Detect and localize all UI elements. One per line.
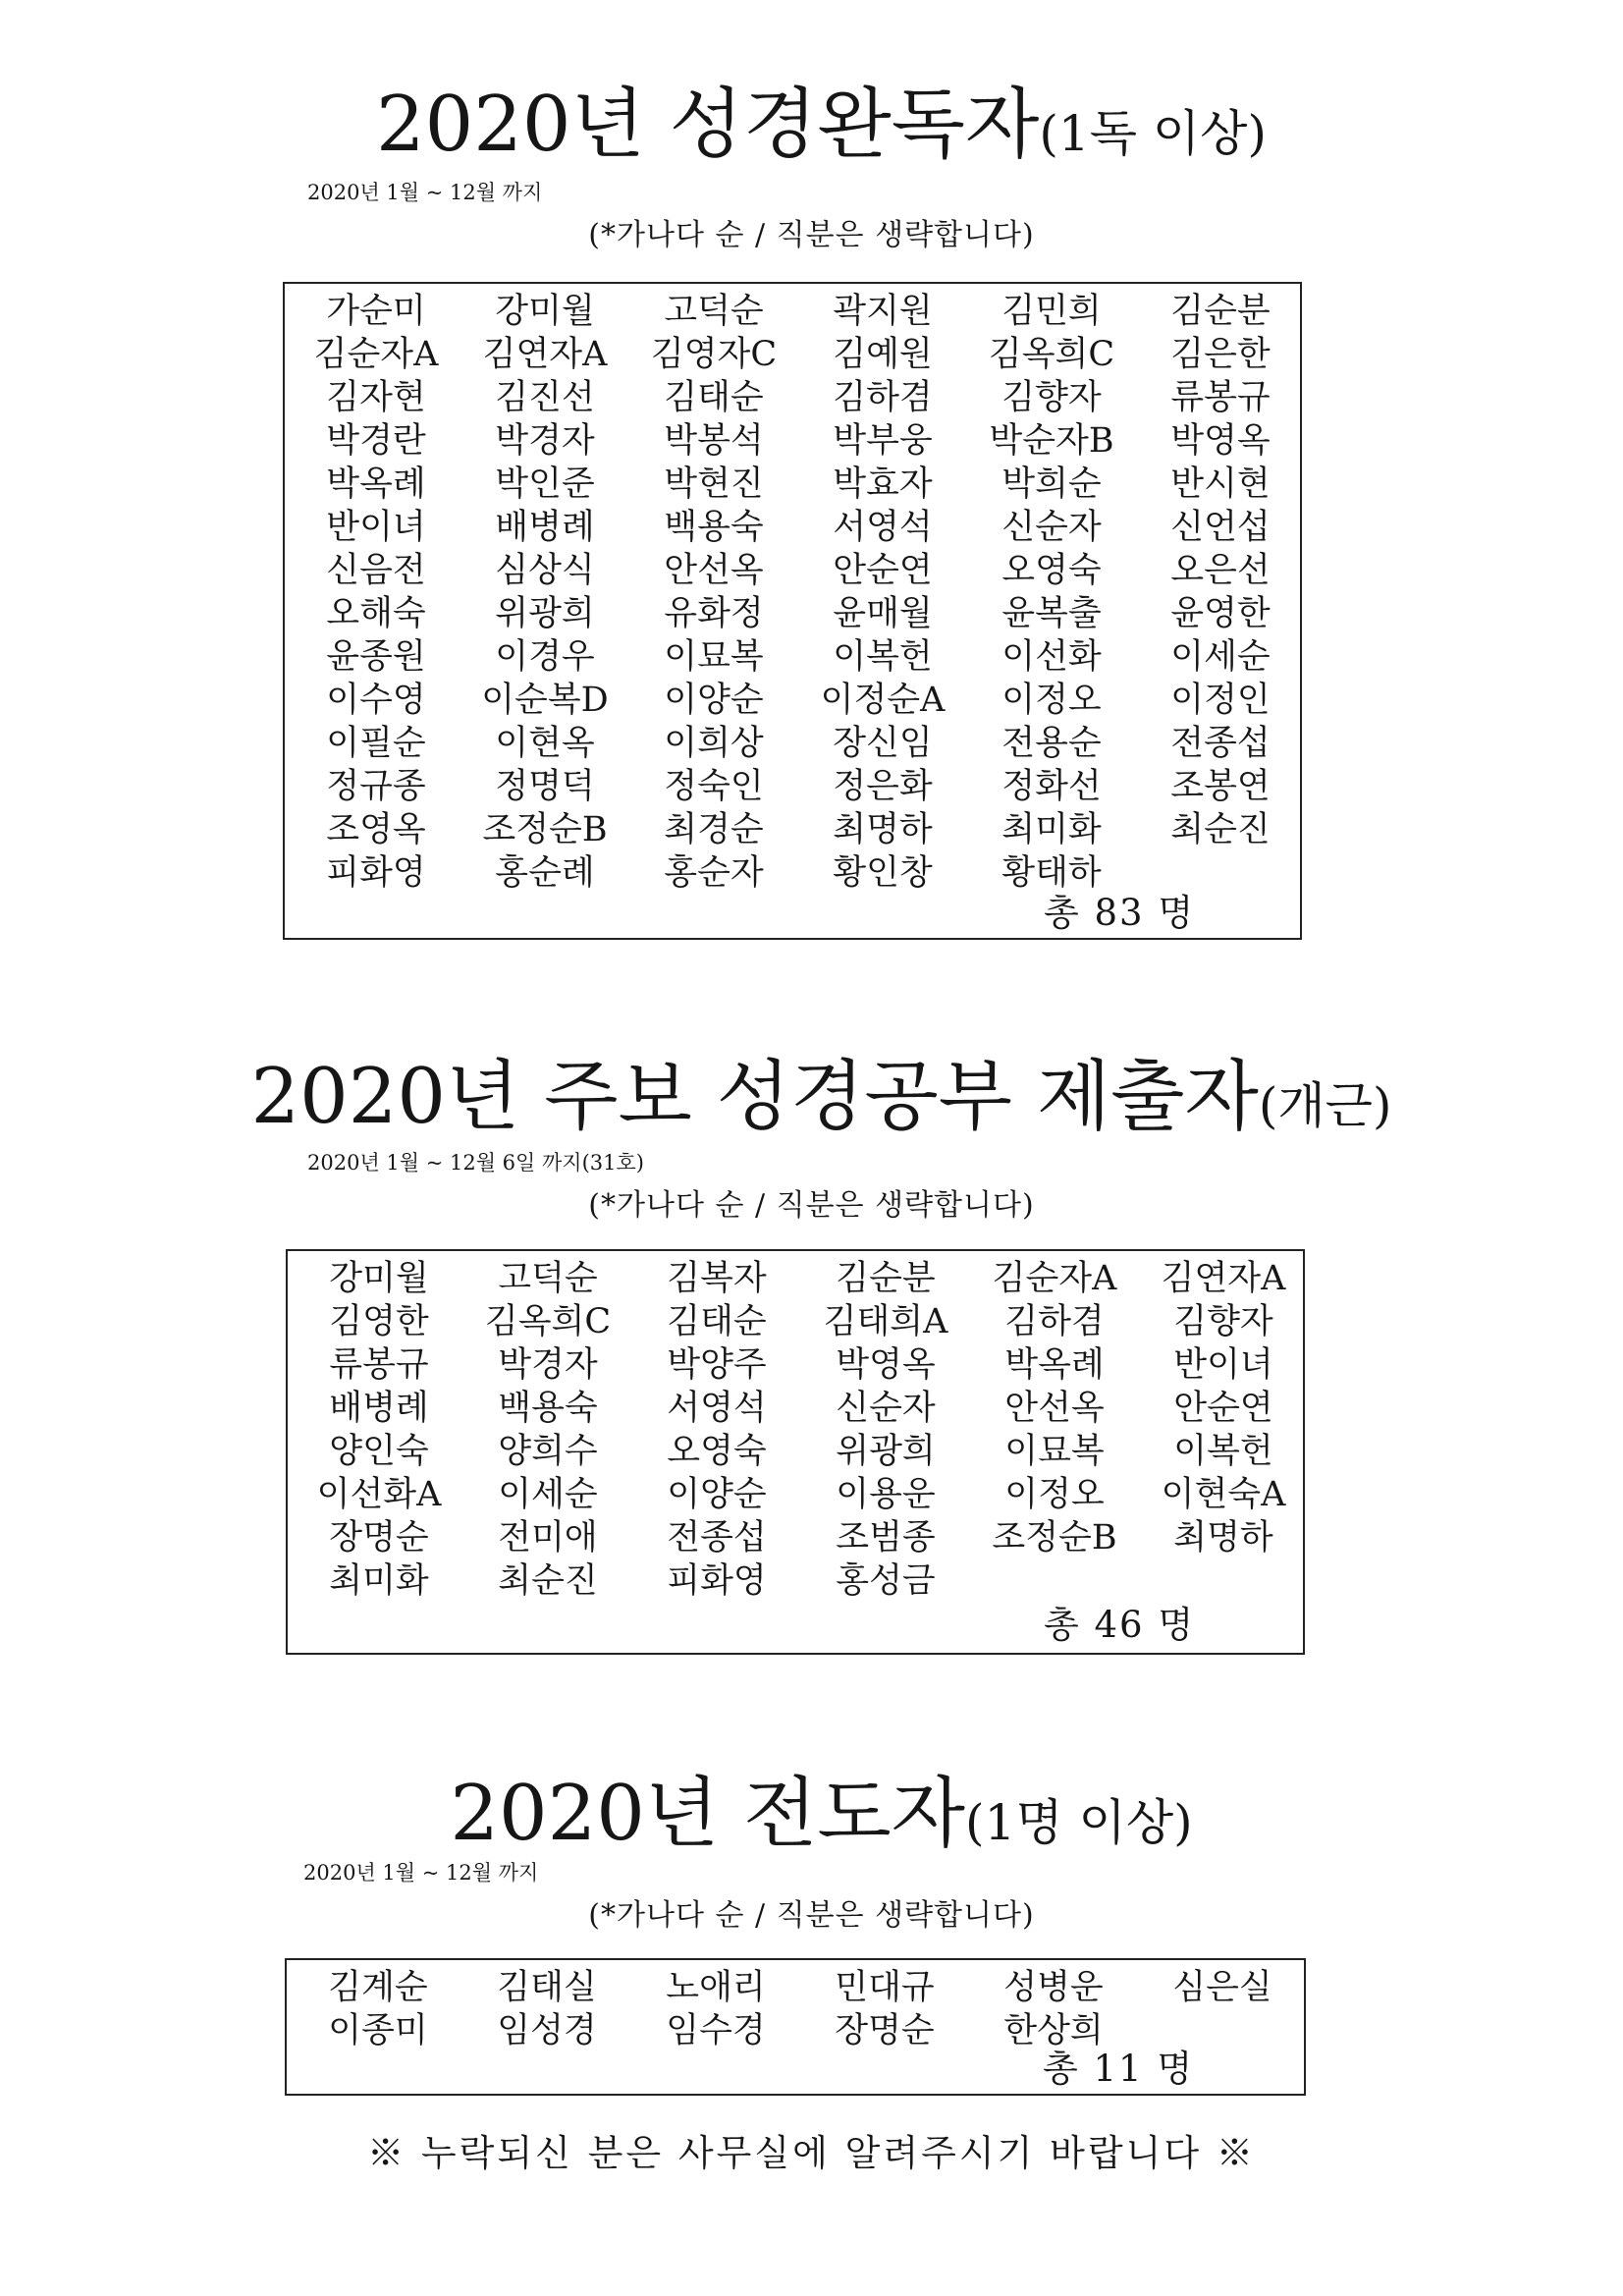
name-cell: 류봉규 — [329, 1345, 429, 1385]
section-1-total: 총 83 명 — [1044, 892, 1196, 934]
name-cell: 심상식 — [495, 551, 595, 590]
name-cell: 최순진 — [498, 1561, 598, 1601]
name-cell: 조범종 — [836, 1518, 936, 1558]
section-1-title-suffix: (1독 이상) — [1039, 105, 1267, 162]
section-3-title-main: 2020년 전도자 — [450, 1770, 966, 1858]
name-cell: 조정순B — [482, 810, 608, 849]
name-cell: 최명하 — [1173, 1518, 1273, 1558]
section-3-period: 2020년 1월 ~ 12월 까지 — [303, 1861, 539, 1885]
name-cell: 박영옥 — [836, 1345, 936, 1385]
name-cell: 황태하 — [1001, 853, 1102, 893]
name-cell: 서영석 — [667, 1389, 767, 1428]
name-cell: 박효자 — [833, 465, 933, 504]
name-cell: 고덕순 — [498, 1259, 598, 1298]
name-cell: 정규종 — [326, 767, 426, 806]
name-cell: 홍순례 — [495, 853, 595, 893]
name-cell: 박옥례 — [326, 465, 426, 504]
name-cell: 김연자A — [482, 335, 608, 374]
name-cell: 이수영 — [326, 681, 426, 720]
name-cell: 이정오 — [1004, 1475, 1105, 1514]
name-cell: 김은한 — [1170, 335, 1271, 374]
name-cell: 최순진 — [1170, 810, 1271, 849]
name-cell: 정화선 — [1001, 767, 1102, 806]
name-cell: 최미화 — [1001, 810, 1102, 849]
name-cell: 전용순 — [1001, 724, 1102, 763]
section-2-name-box — [286, 1249, 1305, 1655]
section-1-title — [0, 81, 1623, 169]
section-2-title-suffix: (개근) — [1258, 1077, 1392, 1134]
name-cell: 장명순 — [329, 1518, 429, 1558]
name-cell: 백용숙 — [664, 508, 764, 547]
name-cell: 박영옥 — [1170, 421, 1271, 461]
name-cell: 양인숙 — [329, 1432, 429, 1471]
name-cell: 김계순 — [328, 1968, 428, 2007]
section-2-title — [0, 1053, 1623, 1141]
name-cell: 이복헌 — [833, 637, 933, 677]
name-cell: 이경우 — [495, 637, 595, 677]
name-cell: 박양주 — [667, 1345, 767, 1385]
name-cell: 강미월 — [329, 1259, 429, 1298]
section-1-note: (*가나다 순 / 직분은 생략합니다) — [588, 218, 1035, 252]
name-cell: 반이녀 — [326, 508, 426, 547]
name-cell: 유화정 — [664, 594, 764, 633]
name-cell: 김연자A — [1161, 1259, 1286, 1298]
name-cell: 박경자 — [495, 421, 595, 461]
footer-notice: ※ 누락되신 분은 사무실에 알려주시기 바랍니다 ※ — [367, 2132, 1256, 2174]
name-cell: 고덕순 — [664, 292, 764, 331]
name-cell: 안순연 — [833, 551, 933, 590]
name-cell: 김순자A — [992, 1259, 1117, 1298]
name-cell: 이순복D — [481, 681, 609, 720]
name-cell: 전종섭 — [667, 1518, 767, 1558]
name-cell: 이세순 — [498, 1475, 598, 1514]
name-cell: 박경자 — [498, 1345, 598, 1385]
name-cell: 김향자 — [1173, 1302, 1273, 1341]
name-cell: 장신임 — [833, 724, 933, 763]
section-1-name-box — [283, 282, 1302, 940]
name-cell: 김자현 — [326, 378, 426, 417]
name-cell: 가순미 — [326, 292, 426, 331]
name-cell: 류봉규 — [1170, 378, 1271, 417]
name-cell: 정숙인 — [664, 767, 764, 806]
name-cell: 정은화 — [833, 767, 933, 806]
name-cell: 이선화A — [316, 1475, 442, 1514]
name-cell: 곽지원 — [833, 292, 933, 331]
name-cell: 서영석 — [833, 508, 933, 547]
section-1-name-grid — [293, 290, 1304, 895]
name-cell: 배병례 — [495, 508, 595, 547]
name-cell: 이종미 — [328, 2011, 428, 2050]
name-cell: 피화영 — [326, 853, 426, 893]
name-cell: 김영자C — [650, 335, 778, 374]
name-cell: 이정인 — [1170, 681, 1271, 720]
name-cell: 한상희 — [1003, 2011, 1104, 2050]
name-cell: 임수경 — [666, 2011, 766, 2050]
name-cell: 이희상 — [664, 724, 764, 763]
name-cell: 김영한 — [329, 1302, 429, 1341]
section-3-note: (*가나다 순 / 직분은 생략합니다) — [588, 1898, 1035, 1933]
name-cell: 이양순 — [664, 681, 764, 720]
name-cell: 이정오 — [1001, 681, 1102, 720]
name-cell: 윤영한 — [1170, 594, 1271, 633]
name-cell: 최미화 — [329, 1561, 429, 1601]
name-cell: 배병례 — [329, 1389, 429, 1428]
name-cell: 위광희 — [836, 1432, 936, 1471]
name-cell: 신순자 — [836, 1389, 936, 1428]
name-cell: 김하겸 — [1004, 1302, 1105, 1341]
name-cell: 강미월 — [495, 292, 595, 331]
name-cell: 장명순 — [835, 2011, 935, 2050]
name-cell: 김태실 — [497, 1968, 597, 2007]
name-cell: 임성경 — [497, 2011, 597, 2050]
name-cell: 안선옥 — [1004, 1389, 1105, 1428]
name-cell: 박인준 — [495, 465, 595, 504]
name-cell: 피화영 — [667, 1561, 767, 1601]
name-cell: 김태희A — [823, 1302, 948, 1341]
name-cell: 이현옥 — [495, 724, 595, 763]
name-cell: 김향자 — [1001, 378, 1102, 417]
name-cell: 김옥희C — [484, 1302, 612, 1341]
name-cell: 조정순B — [992, 1518, 1117, 1558]
name-cell: 이용운 — [836, 1475, 936, 1514]
name-cell: 김옥희C — [988, 335, 1115, 374]
section-2-period: 2020년 1월 ~ 12월 6일 까지(31호) — [307, 1151, 644, 1175]
name-cell: 안선옥 — [664, 551, 764, 590]
name-cell: 윤복출 — [1001, 594, 1102, 633]
name-cell: 김예원 — [833, 335, 933, 374]
name-cell: 김순자A — [313, 335, 439, 374]
name-cell: 조봉연 — [1170, 767, 1271, 806]
name-cell: 반이녀 — [1173, 1345, 1273, 1385]
name-cell: 오영숙 — [1001, 551, 1102, 590]
name-cell: 이양순 — [667, 1475, 767, 1514]
name-cell: 윤매월 — [833, 594, 933, 633]
name-cell: 이선화 — [1001, 637, 1102, 677]
name-cell: 김민희 — [1001, 292, 1102, 331]
name-cell: 오영숙 — [667, 1432, 767, 1471]
name-cell: 백용숙 — [498, 1389, 598, 1428]
name-cell: 김태순 — [664, 378, 764, 417]
name-cell: 민대규 — [835, 1968, 935, 2007]
name-cell: 이복헌 — [1173, 1432, 1273, 1471]
name-cell: 조영옥 — [326, 810, 426, 849]
name-cell: 신음전 — [326, 551, 426, 590]
name-cell: 김태순 — [667, 1302, 767, 1341]
name-cell: 오해숙 — [326, 594, 426, 633]
name-cell: 양희수 — [498, 1432, 598, 1471]
name-cell: 전종섭 — [1170, 724, 1271, 763]
section-2-title-main: 2020년 주보 성경공부 제출자 — [250, 1053, 1259, 1141]
name-cell: 안순연 — [1173, 1389, 1273, 1428]
name-cell: 이세순 — [1170, 637, 1271, 677]
section-3-title-suffix: (1명 이상) — [965, 1794, 1193, 1851]
section-2-name-grid — [296, 1257, 1307, 1603]
name-cell: 반시현 — [1170, 465, 1271, 504]
name-cell: 김복자 — [667, 1259, 767, 1298]
name-cell: 홍성금 — [836, 1561, 936, 1601]
name-cell: 박현진 — [664, 465, 764, 504]
name-cell: 김순분 — [836, 1259, 936, 1298]
name-cell: 이정순A — [820, 681, 946, 720]
section-1-title-main: 2020년 성경완독자 — [375, 81, 1040, 169]
name-cell: 박경란 — [326, 421, 426, 461]
name-cell: 김하겸 — [833, 378, 933, 417]
name-cell: 전미애 — [498, 1518, 598, 1558]
name-cell: 최경순 — [664, 810, 764, 849]
name-cell: 황인창 — [833, 853, 933, 893]
name-cell: 윤종원 — [326, 637, 426, 677]
name-cell: 박희순 — [1001, 465, 1102, 504]
section-1-period: 2020년 1월 ~ 12월 까지 — [307, 181, 543, 204]
name-cell: 신언섭 — [1170, 508, 1271, 547]
name-cell: 홍순자 — [664, 853, 764, 893]
name-cell: 노애리 — [666, 1968, 766, 2007]
section-3-name-box — [285, 1958, 1306, 2096]
name-cell: 이묘복 — [1004, 1432, 1105, 1471]
name-cell: 박옥례 — [1004, 1345, 1105, 1385]
name-cell: 이묘복 — [664, 637, 764, 677]
name-cell: 정명덕 — [495, 767, 595, 806]
name-cell: 이현숙A — [1161, 1475, 1286, 1514]
section-3-name-grid — [295, 1966, 1306, 2052]
name-cell: 위광희 — [495, 594, 595, 633]
name-cell: 박순자B — [989, 421, 1114, 461]
name-cell: 김진선 — [495, 378, 595, 417]
name-cell: 박부웅 — [833, 421, 933, 461]
name-cell: 박봉석 — [664, 421, 764, 461]
name-cell: 김순분 — [1170, 292, 1271, 331]
section-2-note: (*가나다 순 / 직분은 생략합니다) — [588, 1188, 1035, 1223]
name-cell: 이필순 — [326, 724, 426, 763]
section-3-title — [0, 1770, 1623, 1858]
name-cell: 신순자 — [1001, 508, 1102, 547]
section-3-total: 총 11 명 — [1043, 2048, 1195, 2090]
section-2-total: 총 46 명 — [1044, 1604, 1196, 1646]
name-cell: 심은실 — [1172, 1968, 1272, 2007]
name-cell: 성병운 — [1003, 1968, 1104, 2007]
name-cell: 최명하 — [833, 810, 933, 849]
name-cell: 오은선 — [1170, 551, 1271, 590]
